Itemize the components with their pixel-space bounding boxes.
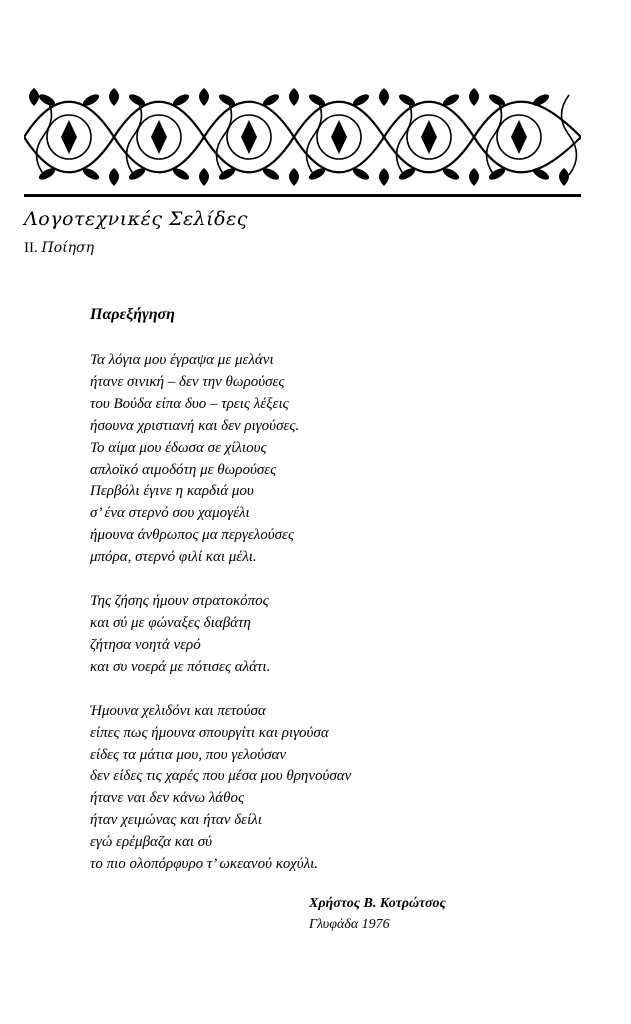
poem-line: το πιο ολοπόρφυρο τ’ ωκεανού κοχύλι.: [90, 856, 319, 873]
poem-line: ήταν χειμώνας και ήταν δείλι: [90, 812, 262, 829]
decorative-arabesque-banner: [24, 80, 581, 197]
poem-line: εγώ ερέμβαζα και σύ: [90, 834, 213, 851]
poem-line: Ήμουνα χελιδόνι και πετούσα: [90, 702, 266, 719]
poem-line: και συ νοερά με πότισες αλάτι.: [90, 658, 271, 675]
poem-line: και σύ με φώναξες διαβάτη: [90, 614, 251, 631]
poem-line: ήσουνα χριστιανή και δεν ριγούσες.: [90, 417, 300, 434]
place-date: Γλυφάδα 1976: [309, 917, 390, 932]
poem-line: απλοϊκό αιμοδότη με θωρούσες: [90, 461, 277, 478]
poem-line: σ’ ένα στερνό σου χαμογέλι: [90, 505, 250, 522]
stanza: [90, 350, 570, 569]
poem-line: μπόρα, στερνό φιλί και μέλι.: [90, 549, 257, 566]
poem-line: είδες τα μάτια μου, που γελούσαν: [90, 746, 287, 763]
stanza: [90, 701, 570, 876]
poem-title: Παρεξήγηση: [90, 306, 175, 323]
subsection-word: Ποίηση: [41, 240, 94, 256]
poem-line: ζήτησα νοητά νερό: [90, 636, 201, 653]
stanza: [90, 591, 570, 679]
poem-line: Το αίμα μου έδωσα σε χίλιους: [90, 439, 267, 456]
poem-line: δεν είδες τις χαρές που μέσα μου θρηνούσαν: [90, 768, 352, 785]
author-name: Χρήστος Β. Κοτρώτσος: [309, 896, 446, 911]
signature-block: [309, 893, 446, 935]
poem-line: του Βούδα είπα δυο – τρεις λέξεις: [90, 395, 289, 412]
subsection-heading: [24, 240, 94, 257]
poem-line: ήτανε σινική – δεν την θωρούσες: [90, 373, 285, 390]
arabesque-floral-border-icon: [24, 80, 581, 194]
poem-line: Τα λόγια μου έγραψα με μελάνι: [90, 352, 274, 368]
poem-line: ήτανε ναι δεν κάνω λάθος: [90, 790, 245, 807]
poem-line: Της ζήσης ήμουν στρατοκόπος: [90, 593, 269, 610]
poem-line: είπες πως ήμουνα σπουργίτι και ριγούσα: [90, 724, 329, 741]
poem-line: ήμουνα άνθρωπος μα περγελούσες: [90, 527, 295, 544]
poem-line: Περβόλι έγινε η καρδιά μου: [90, 483, 254, 500]
poem-body: [90, 350, 570, 898]
section-title: Λογοτεχνικές Σελίδες: [24, 208, 248, 230]
subsection-number: II.: [24, 240, 38, 256]
